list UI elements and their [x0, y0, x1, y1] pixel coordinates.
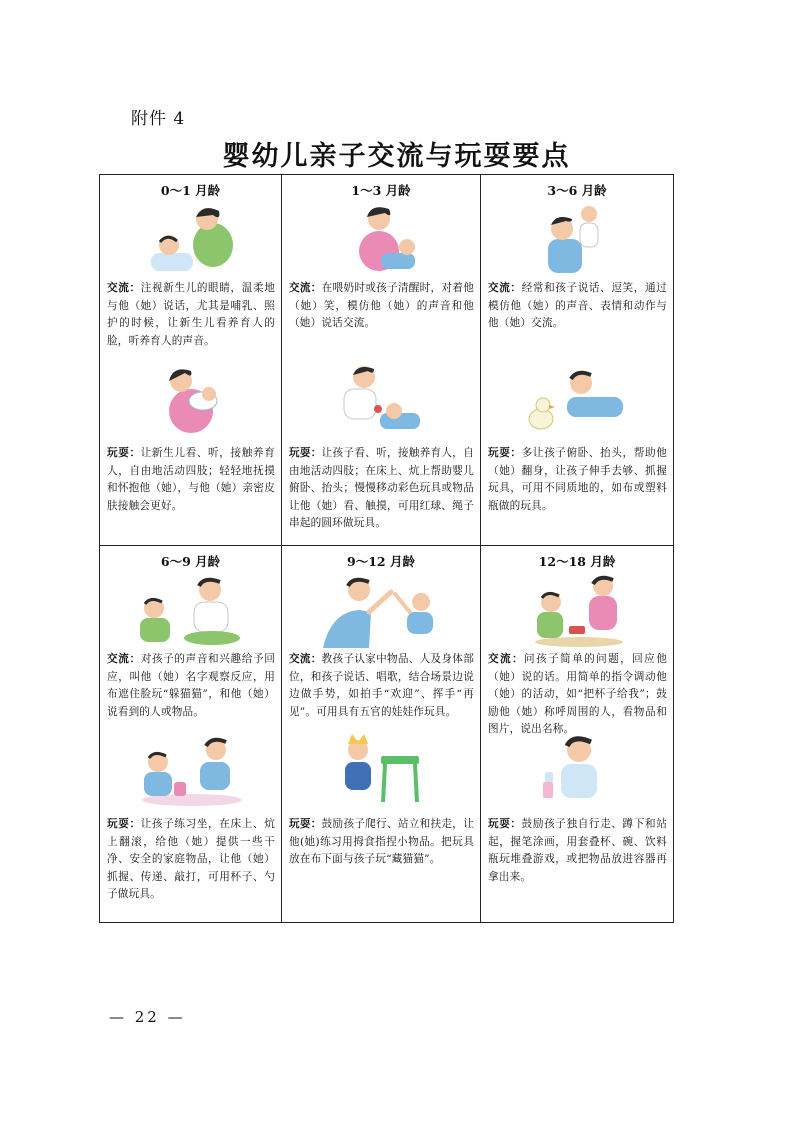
parent-child-talking-illustration: [529, 572, 625, 648]
clapping-hands-illustration: [321, 572, 441, 648]
communication-text: 注视新生儿的眼睛，温柔地与他（她）说话，尤其是哺乳、照护的时候，让新生儿看养育人的脸，听养育人的声音。: [107, 282, 275, 347]
play-label: 玩耍：: [289, 818, 322, 830]
guidance-table: [99, 174, 674, 923]
attachment-label: 附件 4: [131, 109, 186, 129]
communication-text: 问孩子简单的问题，回应他（她）说的话。用简单的指令调动他（她）的活动，如“把杯子给我”；鼓励他（她）称呼周围的人，看物品和图片，说出名称。: [488, 653, 667, 735]
mother-smiling-baby-illustration: [341, 201, 421, 277]
age-heading: 9～12 月龄: [347, 554, 415, 569]
age-cell-1-3: [282, 175, 481, 546]
communication-text: 经常和孩子说话、逗笑，通过模仿他（她）的声音、表情和动作与他（她）交流。: [488, 282, 667, 329]
age-heading: 0～1 月龄: [160, 183, 221, 198]
peekaboo-illustration: [136, 572, 246, 648]
age-cell-3-6: [481, 175, 673, 546]
age-heading: 12～18 月龄: [538, 554, 616, 569]
age-heading: 3～6 月龄: [547, 183, 607, 198]
play-text: 让孩子练习坐，在床上、炕上翻滚，给他（她）提供一些干净、安全的家庭物品，让他（她）抓握、传递、敲打，可用杯子、勺子做玩具。: [107, 818, 275, 900]
page-title: 婴幼儿亲子交流与玩耍要点: [222, 141, 571, 172]
adult-lifting-baby-illustration: [542, 201, 612, 277]
age-heading: 6～9 月龄: [160, 554, 221, 569]
communication-label: 交流：: [289, 282, 322, 294]
play-text: 让新生儿看、听，接触养育人，自由地活动四肢；轻轻地抚摸和怀抱他（她），与他（她）亲密皮肤接触会更好。: [107, 447, 275, 512]
communication-text: 对孩子的声音和兴趣给予回应，叫他（她）名字观察反应，用布遮住脸玩“躲猫猫”，和他（她）说看到的人或物品。: [107, 653, 275, 718]
play-text: 鼓励孩子爬行、站立和扶走，让他(她)练习用拇食指捏小物品。把玩具放在布下面与孩子玩“藏猫猫”。: [289, 818, 474, 865]
age-cell-6-9: [100, 546, 282, 922]
page-number: — 22 —: [109, 1008, 186, 1026]
baby-sitting-with-toys-illustration: [136, 732, 246, 808]
child-stacking-cups-illustration: [537, 732, 617, 808]
play-text: 让孩子看、听，接触养育人，自由地活动四肢；在床上、炕上帮助婴儿俯卧、抬头；慢慢移动彩色玩具或物品让他（她）看、触摸，可用红球、绳子串起的圆环做玩具。: [289, 447, 474, 529]
age-cell-9-12: [282, 546, 481, 922]
communication-text: 教孩子认家中物品、人及身体部位，和孩子说话、唱歌，结合场景边说边做手势，如拍手“欢迎”、挥手“再见”。可用具有五官的娃娃作玩具。: [289, 653, 474, 718]
age-cell-12-18: [481, 546, 673, 922]
communication-label: 交流：: [107, 282, 141, 294]
age-heading: 1～3 月龄: [351, 183, 411, 198]
play-label: 玩耍：: [289, 447, 322, 459]
communication-label: 交流：: [289, 653, 322, 665]
communication-label: 交流：: [488, 653, 525, 665]
play-text: 鼓励孩子独自行走、蹲下和站起，握笔涂画，用套叠杯、碗、饮料瓶玩堆叠游戏，或把物品放进容器再拿出来。: [488, 818, 667, 883]
mother-newborn-illustration: [141, 201, 241, 277]
play-label: 玩耍：: [107, 818, 141, 830]
play-text: 多让孩子俯卧、抬头，帮助他（她）翻身，让孩子伸手去够、抓握玩具，可用不同质地的，如布或塑料瓶做的玩具。: [488, 447, 667, 512]
communication-label: 交流：: [107, 653, 141, 665]
play-label: 玩耍：: [488, 818, 522, 830]
adult-showing-toy-illustration: [338, 361, 428, 437]
age-cell-0-1: [100, 175, 282, 546]
communication-text: 在喂奶时或孩子清醒时，对着他（她）笑，模仿他（她）的声音和他（她）说话交流。: [289, 282, 474, 329]
play-label: 玩耍：: [488, 447, 522, 459]
child-standing-stool-illustration: [337, 732, 427, 808]
baby-tummy-time-illustration: [521, 361, 631, 437]
play-label: 玩耍：: [107, 447, 141, 459]
mother-holding-baby-illustration: [151, 361, 231, 437]
communication-label: 交流：: [488, 282, 522, 294]
